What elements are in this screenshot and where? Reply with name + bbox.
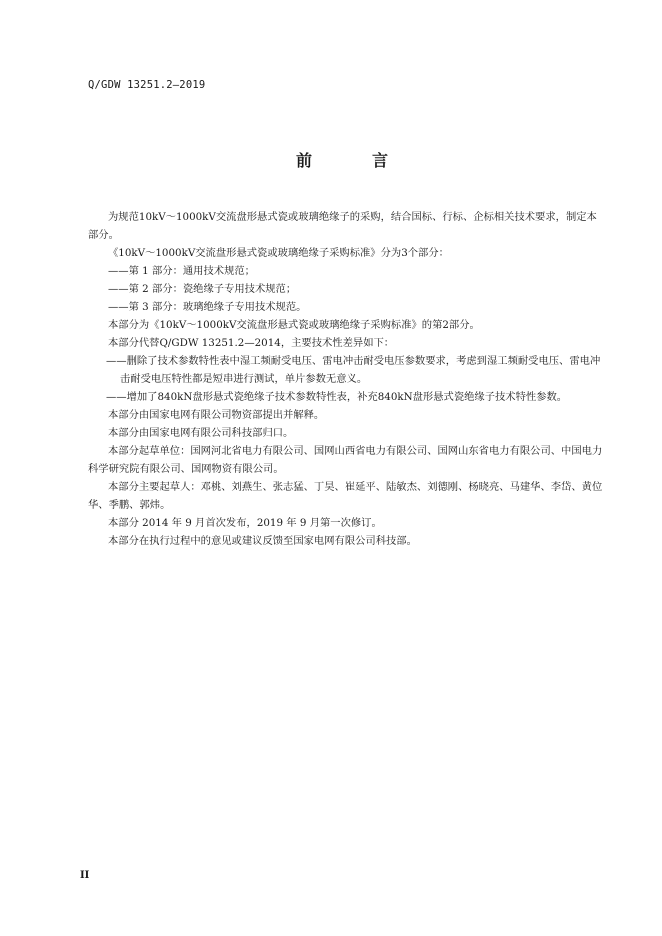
paragraph-centralized-by: 本部分由国家电网有限公司科技部归口。: [108, 427, 294, 439]
list-item-part-2: ——第 2 部分：瓷绝缘子专用技术规范；: [108, 283, 297, 295]
paragraph-release-history: 本部分 2014 年 9 月首次发布，2019 年 9 月第一次修订。: [108, 517, 382, 529]
page-title: 前 言: [295, 151, 410, 170]
list-item-change-deleted: ——删除了技术参数特性表中湿工频耐受电压、雷电冲击耐受电压参数要求，考虑到湿工频耐受电压、雷电冲击耐受电压特性都是短串进行测试，单片参数无意义。: [106, 355, 601, 385]
page-number: II: [80, 870, 90, 881]
paragraph-drafting-units: 本部分起草单位：国网河北省电力有限公司、国网山西省电力有限公司、国网山东省电力有限公司、中国电力科学研究院有限公司、国网物资有限公司。: [88, 445, 603, 475]
paragraph-standard-parts: 《10kV～1000kV交流盘形悬式瓷或玻璃绝缘子采购标准》分为3个部分：: [108, 247, 449, 259]
document-code: Q/GDW 13251.2—2019: [88, 79, 206, 91]
paragraph-purpose: 为规范10kV～1000kV交流盘形悬式瓷或玻璃绝缘子的采购，结合国标、行标、企标相关技术要求，制定本部分。: [88, 211, 597, 241]
foreword-body: [88, 208, 604, 550]
list-item-part-3: ——第 3 部分：玻璃绝缘子专用技术规范。: [108, 301, 307, 313]
paragraph-replaces: 本部分代替Q/GDW 13251.2—2014，主要技术性差异如下：: [108, 337, 395, 349]
paragraph-feedback: 本部分在执行过程中的意见或建议反馈至国家电网有限公司科技部。: [108, 535, 417, 547]
list-item-part-1: ——第 1 部分：通用技术规范；: [108, 265, 255, 277]
paragraph-drafters: 本部分主要起草人：邓桃、刘燕生、张志猛、丁昊、崔延平、陆敏杰、刘德刚、杨晓亮、马建华、李岱、黄位华、季鹏、郭炜。: [88, 481, 603, 511]
paragraph-proposed-by: 本部分由国家电网有限公司物资部提出并解释。: [108, 409, 325, 421]
list-item-change-added: ——增加了840kN盘形悬式瓷绝缘子技术参数特性表，补充840kN盘形悬式瓷绝缘子技术特性参数。: [106, 391, 568, 403]
paragraph-this-part: 本部分为《10kV～1000kV交流盘形悬式瓷或玻璃绝缘子采购标准》的第2部分。: [108, 319, 480, 331]
